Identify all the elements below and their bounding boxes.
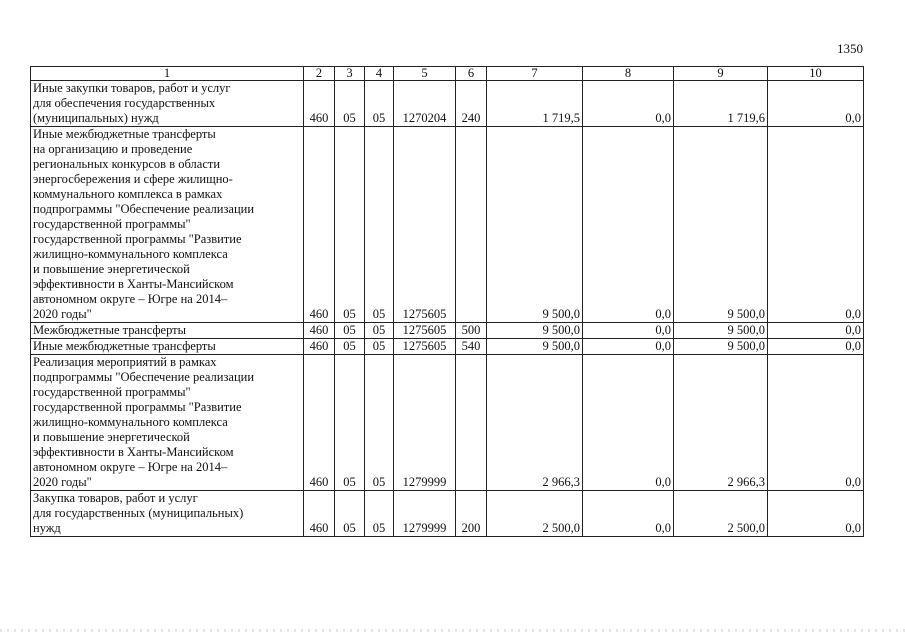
row-cell-col-5: 1275605 <box>394 323 456 339</box>
table-row <box>31 355 864 491</box>
row-cell-col-7: 1 719,5 <box>487 81 583 127</box>
row-cell-col-2: 460 <box>304 323 335 339</box>
row-cell-col-6 <box>456 127 487 323</box>
row-cell-col-8: 0,0 <box>583 323 674 339</box>
row-cell-col-8: 0,0 <box>583 339 674 355</box>
row-cell-col-7: 2 966,3 <box>487 355 583 491</box>
row-cell-col-6 <box>456 355 487 491</box>
row-cell-col-5: 1270204 <box>394 81 456 127</box>
row-cell-col-6: 240 <box>456 81 487 127</box>
row-name-cell: Реализация мероприятий в рамках подпрограммы "Обеспечение реализации государственной программы" государственной программы "Развитие жилищно-коммунального комплекса и повышение энергетической эффективности в Ханты-Мансийском автономном округе – Югре на 2014– 2020 годы" <box>31 355 304 491</box>
row-cell-col-9: 9 500,0 <box>674 339 768 355</box>
row-name-cell: Иные закупки товаров, работ и услуг для обеспечения государственных (муниципальных) нужд <box>31 81 304 127</box>
header-cell-col-10: 10 <box>768 67 864 81</box>
row-cell-col-2: 460 <box>304 491 335 537</box>
row-cell-col-10: 0,0 <box>768 127 864 323</box>
row-cell-col-2: 460 <box>304 355 335 491</box>
row-cell-col-9: 2 966,3 <box>674 355 768 491</box>
budget-table <box>30 66 864 537</box>
header-cell-col-8: 8 <box>583 67 674 81</box>
table-header-row <box>31 67 864 81</box>
row-cell-col-4: 05 <box>365 355 394 491</box>
row-cell-col-3: 05 <box>335 323 365 339</box>
header-cell-col-2: 2 <box>304 67 335 81</box>
row-cell-col-4: 05 <box>365 491 394 537</box>
row-cell-col-7: 9 500,0 <box>487 323 583 339</box>
row-cell-col-3: 05 <box>335 127 365 323</box>
row-cell-col-2: 460 <box>304 339 335 355</box>
row-cell-col-7: 9 500,0 <box>487 339 583 355</box>
row-cell-col-9: 9 500,0 <box>674 323 768 339</box>
header-cell-col-9: 9 <box>674 67 768 81</box>
row-cell-col-8: 0,0 <box>583 355 674 491</box>
row-cell-col-5: 1279999 <box>394 491 456 537</box>
row-cell-col-5: 1275605 <box>394 339 456 355</box>
row-cell-col-4: 05 <box>365 339 394 355</box>
table-row <box>31 323 864 339</box>
table-row <box>31 491 864 537</box>
scan-artifact-line <box>0 629 905 632</box>
row-cell-col-5: 1275605 <box>394 127 456 323</box>
row-cell-col-10: 0,0 <box>768 323 864 339</box>
row-cell-col-4: 05 <box>365 127 394 323</box>
row-cell-col-2: 460 <box>304 81 335 127</box>
row-cell-col-7: 2 500,0 <box>487 491 583 537</box>
header-cell-col-7: 7 <box>487 67 583 81</box>
row-cell-col-3: 05 <box>335 81 365 127</box>
header-cell-col-4: 4 <box>365 67 394 81</box>
row-cell-col-3: 05 <box>335 339 365 355</box>
row-cell-col-10: 0,0 <box>768 355 864 491</box>
row-cell-col-8: 0,0 <box>583 127 674 323</box>
row-cell-col-4: 05 <box>365 323 394 339</box>
row-cell-col-10: 0,0 <box>768 81 864 127</box>
header-cell-col-6: 6 <box>456 67 487 81</box>
table-row <box>31 81 864 127</box>
row-cell-col-7: 9 500,0 <box>487 127 583 323</box>
row-cell-col-5: 1279999 <box>394 355 456 491</box>
row-cell-col-4: 05 <box>365 81 394 127</box>
row-cell-col-3: 05 <box>335 355 365 491</box>
row-name-cell: Межбюджетные трансферты <box>31 323 304 339</box>
row-cell-col-9: 2 500,0 <box>674 491 768 537</box>
row-cell-col-8: 0,0 <box>583 491 674 537</box>
row-name-cell: Иные межбюджетные трансферты <box>31 339 304 355</box>
row-cell-col-9: 1 719,6 <box>674 81 768 127</box>
table-row <box>31 339 864 355</box>
row-cell-col-10: 0,0 <box>768 339 864 355</box>
row-cell-col-3: 05 <box>335 491 365 537</box>
header-cell-col-5: 5 <box>394 67 456 81</box>
row-cell-col-6: 540 <box>456 339 487 355</box>
header-cell-col-1: 1 <box>31 67 304 81</box>
table-row <box>31 127 864 323</box>
row-cell-col-10: 0,0 <box>768 491 864 537</box>
row-cell-col-6: 500 <box>456 323 487 339</box>
row-cell-col-2: 460 <box>304 127 335 323</box>
header-cell-col-3: 3 <box>335 67 365 81</box>
page-number: 1350 <box>837 41 863 56</box>
row-cell-col-6: 200 <box>456 491 487 537</box>
row-name-cell: Иные межбюджетные трансферты на организацию и проведение региональных конкурсов в области энергосбережения и сфере жилищно- коммунального комплекса в рамках подпрограммы "Обеспечение реализации государственной программы" государственной программы "Развитие жилищно-коммунального комплекса и повышение энергетической эффективности в Ханты-Мансийском автономном округе – Югре на 2014– 2020 годы" <box>31 127 304 323</box>
row-cell-col-8: 0,0 <box>583 81 674 127</box>
row-name-cell: Закупка товаров, работ и услуг для государственных (муниципальных) нужд <box>31 491 304 537</box>
row-cell-col-9: 9 500,0 <box>674 127 768 323</box>
